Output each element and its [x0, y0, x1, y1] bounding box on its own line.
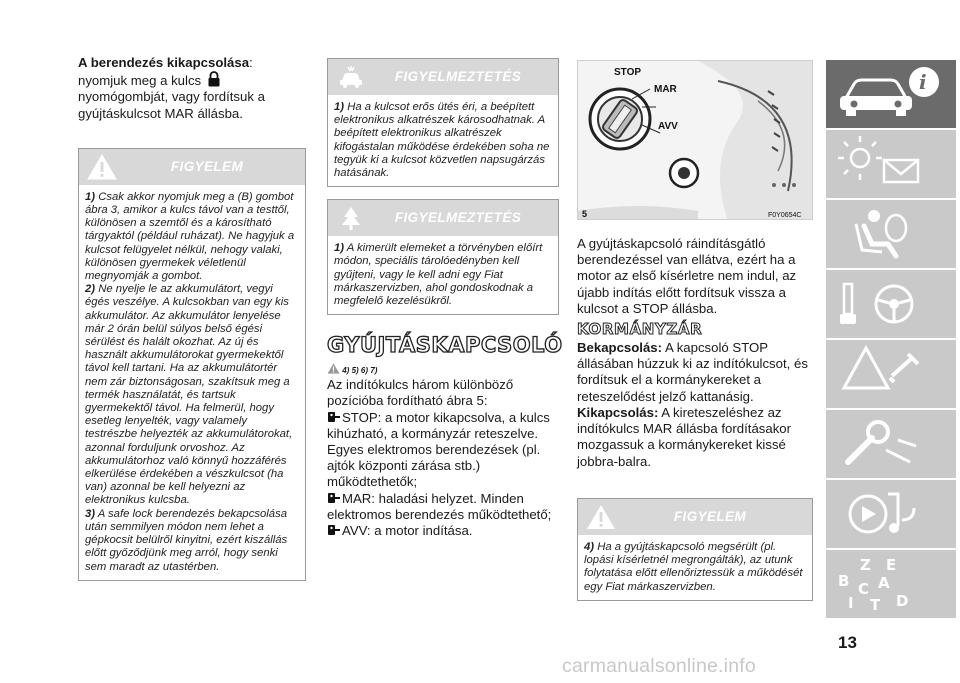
watermark-link[interactable]: carmanualsonline.info: [562, 655, 756, 677]
warning-body: [79, 185, 305, 580]
column-2: [327, 0, 563, 539]
lock-on-bold: Bekapcsolás:: [577, 340, 663, 355]
svg-text:C: C: [858, 580, 870, 598]
warning-triangle-small-icon: [327, 363, 340, 374]
svg-text:B: B: [838, 572, 850, 590]
page-number: 13: [838, 633, 857, 652]
intro-colon: :: [249, 55, 253, 70]
refs-line: [327, 363, 559, 375]
warning-header: [328, 59, 558, 95]
intro-rest1: nyomógombját, vagy fordítsuk a: [78, 89, 265, 105]
warning-triangle-sidebar-icon: [826, 340, 956, 408]
svg-text:I: I: [848, 594, 854, 612]
figure-code: F0Y0654C: [768, 212, 802, 219]
warning-title: FIGYELMEZTETÉS: [394, 210, 522, 226]
warning-box-figyelem: [78, 148, 306, 581]
sidebar-item-car-info[interactable]: [826, 60, 956, 128]
svg-text:Z: Z: [860, 556, 871, 574]
svg-text:E: E: [886, 556, 897, 574]
figure-number: 5: [582, 209, 588, 219]
position-avv: AVV: a motor indítása.: [327, 523, 559, 539]
warning-box-figyelmeztetes-1: [327, 58, 559, 187]
warning-item-3: 3) A safe lock berendezés bekapcsolása után semmilyen módon nem lehet a gépkocsit belülről kinyitni, ezért kiszállás előtt győződjünk meg arról, hogy senki sem maradt az utastérben.: [85, 507, 288, 573]
warning-title: FIGYELEM: [673, 509, 747, 524]
sidebar-item-index[interactable]: [826, 550, 956, 618]
intro-paragraph: [78, 55, 306, 122]
warning-header: [578, 499, 812, 535]
svg-text:i: i: [919, 70, 927, 94]
warning-box-figyelmeztetes-2: [327, 199, 559, 315]
lock-icon: [207, 71, 221, 87]
sidebar-item-starting-driving[interactable]: [826, 270, 956, 338]
warning-box-figyelem-2: [577, 498, 813, 601]
lock-off-bold: Kikapcsolás:: [577, 405, 659, 420]
warning-body: 1) A kimerült elemeket a törvényben előírt módon, speciális tárolóedényben kell gyűjteni, vagy le kell adni egy Fiat márkaszervizben, ahol gondoskodnak a megfelelő kezelésükről.: [334, 242, 543, 308]
lock-on-paragraph: Bekapcsolás: A kapcsoló STOP állásában húzzuk ki az indítókulcsot, és fordítsuk el a kormánykereket a reteszelődést jelző kattanásig.: [577, 340, 808, 404]
sun-envelope-icon: [826, 130, 956, 198]
key-icon: [327, 492, 340, 504]
refs-text: 4) 5) 6) 7): [342, 366, 378, 376]
warning-header: [328, 200, 558, 236]
ignition-paragraph: [327, 377, 559, 539]
intro-bold: A berendezés kikapcsolása: [78, 55, 250, 70]
car-info-icon: [826, 60, 956, 128]
sidebar-item-multimedia[interactable]: [826, 480, 956, 548]
warning-header: [79, 149, 305, 185]
ignition-intro: Az indítókulcs három különböző pozícióba fordítható ábra 5:: [327, 377, 514, 409]
sidebar-item-lights-messages[interactable]: [826, 130, 956, 198]
sidebar-item-safety[interactable]: [826, 200, 956, 268]
seat-airbag-icon: [826, 200, 956, 268]
svg-text:T: T: [870, 596, 881, 614]
key-icon: [327, 411, 340, 423]
key-steering-wheel-icon: [826, 270, 956, 338]
warning-body: 1) Ha a kulcsot erős ütés éri, a beépített elektronikus alkatrészek károsodhatnak. A beépített elektronikus alkatrészek kifogástalan működése érdekében soha ne tegyük ki a kulcsot közvetlen napsugárzás hatásának.: [334, 101, 550, 180]
wrench-icon: [826, 410, 956, 478]
warning-title: FIGYELMEZTETÉS: [394, 69, 522, 84]
warning-body: 4) Ha a gyújtáskapcsoló megsérült (pl. lopási kísérletnél megrongálták), az utunk folytatása előtt ellenőriztessük a működését egy Fiat márkaszervizben.: [584, 541, 803, 593]
warning-item-1: 1) Csak akkor nyomjuk meg a (B) gombot ábra 3, amikor a kulcs távol van a testtől, különösen a szemtől és a károsítható tárgyaktól (például ruházat). Ne hagyjuk a kulcsot felügyelet nélkül, nehogy valaki, különösen gyermekek véletlenül megnyomják a gombot.: [85, 190, 295, 283]
chapter-sidebar: [826, 60, 956, 618]
section-heading-gyujtaskapcsolo: GYÚJTÁSKAPCSOLÓ: [327, 333, 563, 358]
alphabet-index-icon: [826, 550, 956, 618]
key-icon: [327, 524, 340, 536]
sidebar-item-emergency[interactable]: [826, 340, 956, 408]
warning-item-2: 2) Ne nyelje le az akkumulátort, vegyi égés veszélye. A kulcsokban van egy kis akkumulátor. Az akkumulátor lenyelése már 2 órán belül súlyos belső égési sérülést és halált okozhat. Az új és használt akkumulátorokat gyermekektől távol kell tartani. Ha az akkumulátortér nem zár biztonságosan, szakítsuk meg a termék használatát, és tartsuk gyermekektől távol. Ha felmerül, hogy esetleg lenyelték, vagy valamely testrészbe helyezték az akkumulátorokat, azonnal forduljunk orvoshoz. Az akkumulátorhoz való könnyű hozzáférés elkerülése érdekében a vészkulcsot (ha van) azonnal be kell helyezni az elektronikus kulcsba.: [85, 283, 293, 507]
svg-text:D: D: [896, 592, 909, 610]
position-mar: MAR: haladási helyzet. Minden elektromos berendezés működtethető;: [327, 490, 552, 522]
position-stop: STOP: a motor kikapcsolva, a kulcs kihúzható, a kormányzár reteszelve. Egyes elektromos berendezések (pl. ajtók központi zárása stb.) működtethetők;: [327, 409, 550, 490]
section-heading-kormanyzar: KORMÁNYZÁR: [577, 320, 703, 338]
warning-title: FIGYELEM: [170, 158, 244, 174]
column-1: [78, 0, 306, 581]
intro-line1: nyomjuk meg a kulcs: [78, 73, 202, 89]
lock-off-paragraph: Kikapcsolás: A kireteszeléshez az indítókulcs MAR állásba fordításakor mozgassuk a kormánykereket kissé jobbra-balra.: [577, 405, 792, 469]
immobilizer-paragraph: A gyújtáskapcsoló ráindításgátló berendezéssel van ellátva, ezért ha a motor az első kísérletre nem indul, az újabb indítás előtt fordítsuk vissza a kulcsot a STOP állásba.: [577, 236, 797, 316]
label-mar: MAR: [654, 84, 677, 95]
label-stop: STOP: [614, 67, 642, 78]
multimedia-icon: [826, 480, 956, 548]
svg-text:A: A: [878, 574, 890, 592]
intro-rest2: gyújtáskulcsot MAR állásba.: [78, 105, 243, 121]
label-avv: AVV: [658, 121, 678, 132]
sidebar-item-maintenance[interactable]: [826, 410, 956, 478]
ignition-figure: [577, 60, 813, 220]
ignition-illustration: [578, 61, 813, 220]
